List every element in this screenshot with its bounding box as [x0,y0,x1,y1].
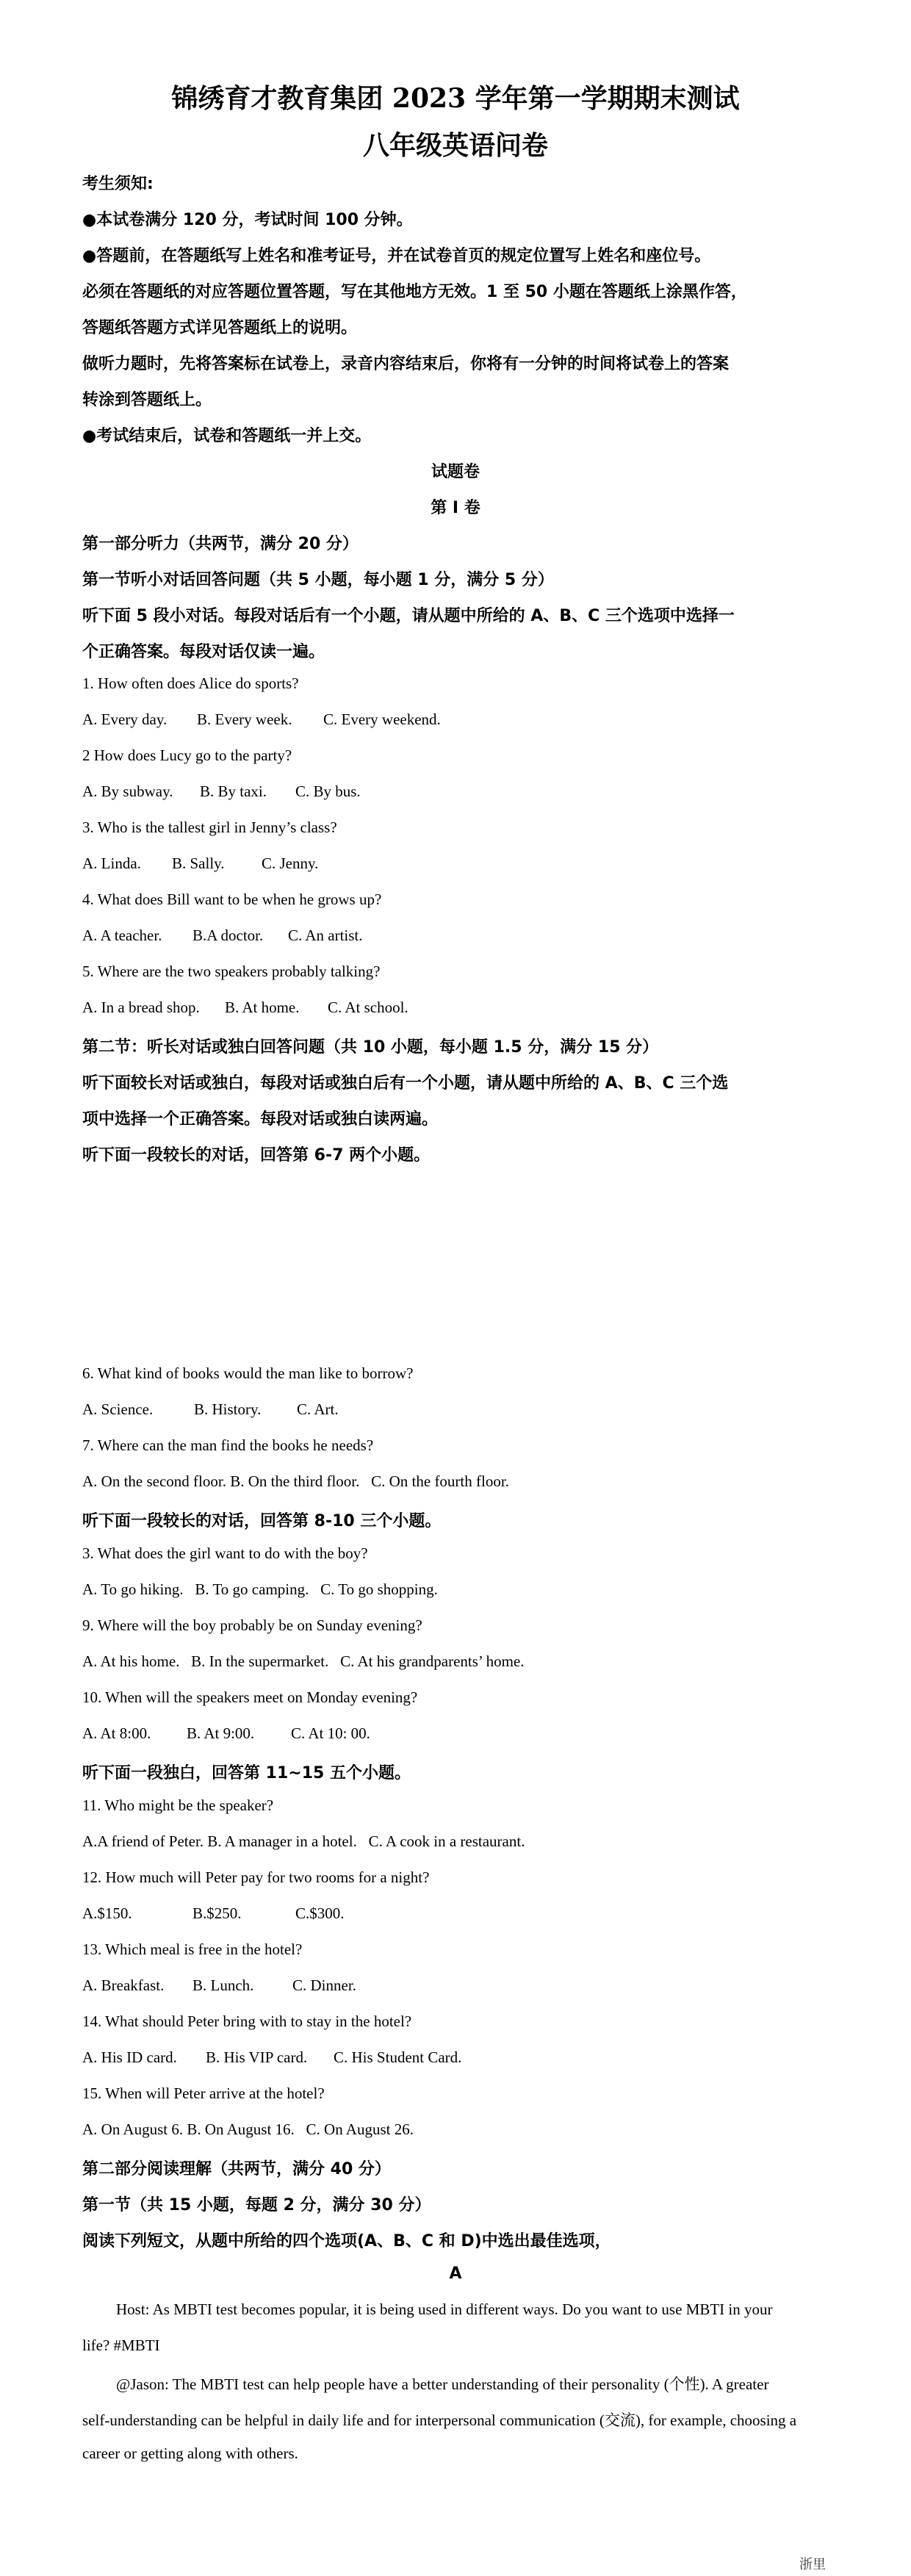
options [82,1724,370,1743]
passage-line: life? #MBTI [82,2336,160,2354]
question: 3. What does the girl want to do with the boy? [82,1544,368,1562]
section-heading: 第二节：听长对话或独白回答问题（共 10 小题，每小题 1.5 分，满分 15 分） [82,1038,659,1057]
options [82,1976,356,1995]
question: 15. When will Peter arrive at the hotel? [82,2084,325,2102]
option: C. Art. [297,1400,339,1418]
part-heading: 第二部分阅读理解（共两节，满分 40 分） [82,2160,391,2179]
options: A. At his home. B. In the supermarket. C. At his grandparents’ home. [82,1652,525,1670]
instruction: 阅读下列短文，从题中所给的四个选项(A、B、C 和 D)中选出最佳选项， [82,2232,611,2251]
instruction: 个正确答案。每段对话仅读一遍。 [82,643,325,661]
question: 5. Where are the two speakers probably talking? [82,963,381,980]
option: C. An artist. [288,927,363,944]
option: A. Breakfast. [82,1976,165,1994]
passage-label: A [449,2264,462,2283]
question: 12. How much will Peter pay for two rooms for a night? [82,1868,430,1886]
passage-line: @Jason: The MBTI test can help people have a better understanding of their personality (个性). A greater [116,2375,769,2393]
question: 7. Where can the man find the books he needs? [82,1436,374,1454]
option: C. At 10: 00. [291,1724,370,1742]
option: A. Every day. [82,710,168,728]
option: A.$150. [82,1904,132,1922]
option: B. Lunch. [192,1976,254,1994]
option: C. Every weekend. [323,710,441,728]
option: B. At home. [225,999,300,1016]
notice-line: ●答题前，在答题纸写上姓名和准考证号，并在试卷首页的规定位置写上姓名和座位号。 [82,247,711,265]
exam-subtitle: 八年级英语问卷 [362,130,548,161]
option: B. At 9:00. [187,1724,255,1742]
options: A. To go hiking. B. To go camping. C. To go shopping. [82,1580,438,1598]
option: B. His VIP card. [206,2048,308,2066]
option: A. A teacher. [82,927,162,944]
option: B.A doctor. [192,927,264,944]
options: A. On the second floor. B. On the third floor. C. On the fourth floor. [82,1472,509,1490]
notice-line: 必须在答题纸的对应答题位置答题，写在其他地方无效。1 至 50 小题在答题纸上涂黑作答， [82,283,747,301]
notice-heading: 考生须知: [82,175,154,193]
option: A. In a bread shop. [82,999,200,1016]
instruction: 听下面一段独白，回答第 11~15 五个小题。 [82,1764,411,1782]
option: A. Linda. [82,855,141,872]
option: A. By subway. [82,782,173,800]
option: B. By taxi. [200,782,267,800]
option: C. Jenny. [262,855,319,872]
options [82,1400,339,1419]
options [82,710,441,729]
option: B. Every week. [197,710,292,728]
notice-line: 做听力题时，先将答案标在试卷上，录音内容结束后，你将有一分钟的时间将试卷上的答案 [82,355,730,373]
instruction: 听下面一段较长的对话，回答第 8-10 三个小题。 [82,1512,442,1530]
passage-line: Host: As MBTI test becomes popular, it is being used in different ways. Do you want to use MBTI in your [116,2300,773,2318]
section-heading: 第一节听小对话回答问题（共 5 小题，每小题 1 分，满分 5 分） [82,571,554,589]
section-volume: 第 I 卷 [431,499,480,517]
options [82,1904,345,1923]
option: B. History. [194,1400,262,1418]
option: B. Sally. [172,855,225,872]
notice-line: ●本试卷满分 120 分，考试时间 100 分钟。 [82,211,413,229]
question: 1. How often does Alice do sports? [82,674,299,692]
question: 13. Which meal is free in the hotel? [82,1940,303,1958]
passage-line: self-understanding can be helpful in daily life and for interpersonal communication (交流), for example, choosing a [82,2411,797,2429]
options: A.A friend of Peter. B. A manager in a hotel. C. A cook in a restaurant. [82,1832,525,1850]
option: C.$300. [295,1904,345,1922]
question: 9. Where will the boy probably be on Sunday evening? [82,1616,422,1634]
question: 10. When will the speakers meet on Monday evening? [82,1688,418,1706]
options [82,2048,461,2067]
option: A. His ID card. [82,2048,177,2066]
question: 2 How does Lucy go to the party? [82,746,292,764]
instruction: 听下面较长对话或独白，每段对话或独白后有一个小题，请从题中所给的 A、B、C 三个选 [82,1074,729,1093]
question: 4. What does Bill want to be when he grows up? [82,891,382,908]
instruction: 听下面一段较长的对话，回答第 6-7 两个小题。 [82,1146,431,1165]
option: C. By bus. [295,782,361,800]
notice-line: ●考试结束后，试卷和答题纸一并上交。 [82,427,372,445]
options [82,927,363,945]
options [82,999,408,1017]
instruction: 项中选择一个正确答案。每段对话或独白读两遍。 [82,1110,439,1129]
options [82,855,318,873]
question: 3. Who is the tallest girl in Jenny’s class? [82,819,337,836]
notice-line: 转涂到答题纸上。 [82,391,212,409]
option: A. Science. [82,1400,154,1418]
question: 11. Who might be the speaker? [82,1796,274,1814]
option: C. At school. [328,999,408,1016]
corner-watermark: 浙里 [799,2557,826,2572]
instruction: 听下面 5 段小对话。每段对话后有一个小题，请从题中所给的 A、B、C 三个选项中选择一 [82,607,735,625]
option: C. Dinner. [292,1976,356,1994]
exam-title: 锦绣育才教育集团 2023 学年第一学期期末测试 [171,83,740,114]
option: C. His Student Card. [334,2048,462,2066]
options [82,782,361,801]
part-heading: 第一部分听力（共两节，满分 20 分） [82,535,359,553]
passage-line: career or getting along with others. [82,2444,298,2462]
section-paper: 试题卷 [431,463,480,481]
question: 14. What should Peter bring with to stay in the hotel? [82,2012,412,2030]
notice-line: 答题纸答题方式详见答题纸上的说明。 [82,319,358,337]
option: B.$250. [192,1904,242,1922]
section-heading: 第一节（共 15 小题，每题 2 分，满分 30 分） [82,2196,431,2215]
options: A. On August 6. B. On August 16. C. On August 26. [82,2120,414,2138]
option: A. At 8:00. [82,1724,151,1742]
question: 6. What kind of books would the man like to borrow? [82,1364,414,1382]
